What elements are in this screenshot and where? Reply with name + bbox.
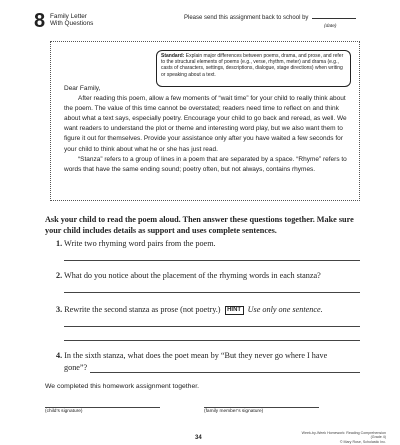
send-back-note	[184, 15, 356, 21]
hint-badge: HINT	[225, 306, 244, 315]
question-number: 1.	[56, 239, 63, 248]
question-text: Rewrite the second stanza as prose (not poetry.)	[64, 305, 221, 314]
child-signature-line[interactable]	[45, 407, 160, 408]
letter-paragraph-2: “Stanza” refers to a group of lines in a poem that are separated by a space. “Rhyme” refers to words that have the same ending sound; poetry often, but not always, contains rhymes.	[64, 155, 347, 173]
page-header	[34, 12, 374, 34]
answer-line[interactable]	[64, 260, 360, 261]
question-text: Write two rhyming word pairs from the poem.	[64, 239, 216, 248]
question-3	[56, 304, 323, 315]
question-text: What do you notice about the placement of the rhyming words in each stanza?	[64, 271, 321, 280]
answer-line[interactable]	[64, 326, 360, 327]
page-number: 34	[195, 435, 202, 441]
answer-line[interactable]	[64, 292, 360, 293]
answer-line[interactable]	[90, 372, 360, 373]
answer-line[interactable]	[64, 340, 360, 341]
question-number: 2.	[56, 271, 63, 280]
standard-label: Standard:	[161, 53, 185, 59]
question-number: 3.	[56, 305, 63, 314]
date-blank[interactable]	[312, 18, 356, 19]
unit-number: 8	[34, 10, 46, 32]
unit-label	[50, 13, 93, 28]
question-4-line-2	[64, 362, 87, 373]
family-letter	[64, 84, 354, 175]
question-text-continued: gone”?	[64, 363, 88, 372]
question-number: 4.	[56, 351, 63, 360]
instructions: Ask your child to read the poem aloud. Then answer these questions together. Make sure your child includes details as support and uses complete sentences.	[45, 215, 354, 235]
send-back-text: Please send this assignment back to school by	[184, 15, 309, 21]
letter-salutation: Dear Family,	[64, 85, 101, 92]
date-caption: (date)	[324, 24, 337, 29]
question-1	[56, 238, 216, 249]
family-signature-line[interactable]	[204, 407, 319, 408]
unit-label-line2: With Questions	[50, 20, 94, 28]
standard-text: Explain major differences between poems, drama, and prose, and refer to the structural elements of poems (e.g., verse, rhythm, meter) and drama (e.g., casts of characters, settings, descriptions, dialogue, stage directions) when writing or speaking about a text.	[161, 53, 344, 78]
question-4	[56, 350, 327, 361]
credit-line-1: Week-by-Week Homework: Reading Comprehension (Grade 4)	[301, 431, 386, 440]
family-signature-label: (family member’s signature)	[204, 409, 264, 414]
hint-text: Use only one sentence.	[247, 305, 323, 314]
credit-line	[296, 431, 386, 444]
question-text: In the sixth stanza, what does the poet mean by “But they never go where I have	[64, 351, 328, 360]
question-2	[56, 270, 321, 281]
credit-line-2: © Mary Rose, Scholastic Inc.	[339, 439, 386, 444]
letter-paragraph-1: After reading this poem, allow a few moments of “wait time” for your child to really think about the poem. The value of this time cannot be overstated; readers need time to reflect on and think about what a text says, especially poetry. Encourage your child to go back and reread, as well. We want readers to understand the plot or theme and interesting word play, but we also want them to figure it out for themselves. Provide your assistance only after you have waited a few seconds for your child to think about what he or she has just read.	[64, 95, 347, 153]
child-signature-label: (child’s signature)	[45, 409, 83, 414]
unit-label-line1: Family Letter	[50, 13, 87, 20]
standard-box	[156, 50, 351, 87]
completion-statement: We completed this homework assignment together.	[45, 383, 200, 390]
